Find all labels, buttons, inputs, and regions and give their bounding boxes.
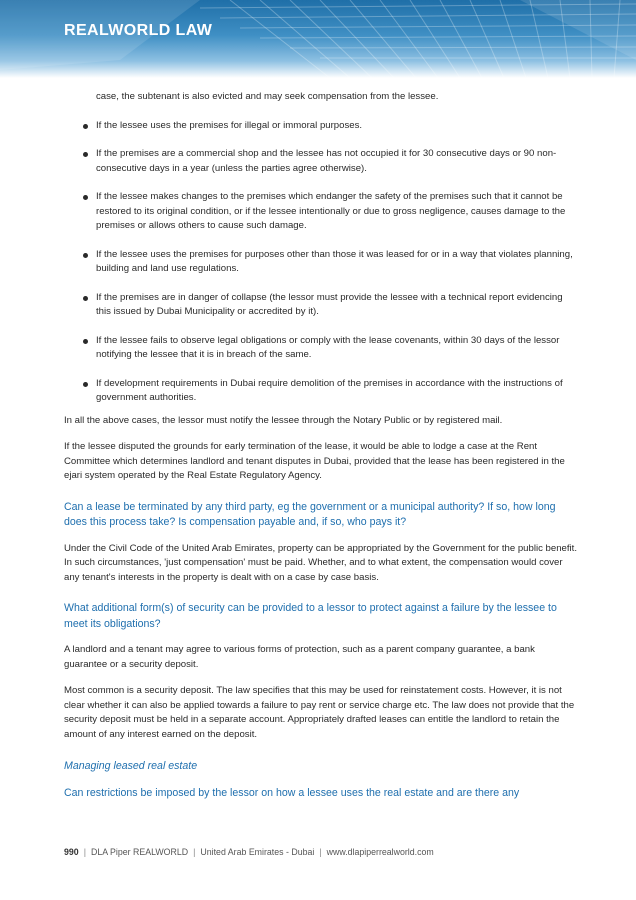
- list-item: [64, 147, 578, 176]
- termination-grounds-list: [64, 119, 578, 406]
- list-item: [64, 291, 578, 320]
- main-content: [64, 90, 578, 801]
- question-heading-restrictions: Can restrictions be imposed by the lessor on how a lessee uses the real estate and are there any: [64, 786, 520, 799]
- paragraph-dispute: If the lessee disputed the grounds for early termination of the lease, it would be able to lodge a case at the Rent Committee which determines landlord and tenant disputes in Dubai, provided that the lease has been registered in the ejari system operated by the Real Estate Regulatory Agency.: [64, 441, 565, 481]
- brand-title: REALWORLD LAW: [64, 22, 213, 39]
- bullet-icon: [83, 382, 88, 387]
- list-item-text: If the premises are a commercial shop and the lessee has not occupied it for 30 consecutive days or 90 non-consecutive days in a year (unless the parties agree otherwise).: [96, 148, 557, 174]
- bullet-icon: [83, 124, 88, 129]
- list-item-text: If the lessee uses the premises for purposes other than those it was leased for or in a way that violates planning, building and land use regulations.: [96, 248, 573, 274]
- footer-publisher: DLA Piper REALWORLD: [90, 847, 189, 857]
- list-item: [64, 248, 578, 277]
- answer-security-forms: A landlord and a tenant may agree to various forms of protection, such as a parent company guarantee, a bank guarantee or a security deposit.: [64, 644, 535, 670]
- answer-security-deposit: Most common is a security deposit. The law specifies that this may be used for reinstatement costs. However, it is not clear whether it can also be applied towards a failure to pay rent or service charge etc. The law does not provide that the security deposit must be held in a separate account. Appropriately drafted leases can entitle the landlord to retain the amount of any interest earned on the deposit.: [64, 685, 575, 740]
- footer-url-link[interactable]: www.dlapiperrealworld.com: [326, 847, 434, 857]
- section-subheading: Managing leased real estate: [64, 760, 198, 772]
- paragraph-notify: In all the above cases, the lessor must notify the lessee through the Notary Public or by registered mail.: [64, 414, 503, 426]
- list-item: [64, 119, 578, 134]
- list-item-text: If the lessee fails to observe legal obligations or comply with the lease covenants, within 30 days of the lessor notifying the lessee that it is in breach of the same.: [96, 334, 560, 360]
- bullet-icon: [83, 152, 88, 157]
- bullet-icon: [83, 253, 88, 258]
- bullet-icon: [83, 296, 88, 301]
- footer-jurisdiction: United Arab Emirates - Dubai: [200, 847, 315, 857]
- footer-separator: |: [319, 847, 322, 857]
- list-item: [64, 377, 578, 406]
- page-footer: [64, 847, 434, 857]
- page-header: [0, 0, 636, 78]
- footer-separator: |: [83, 847, 86, 857]
- question-heading-third-party: Can a lease be terminated by any third party, eg the government or a municipal authority? If so, how long does this process take? Is compensation payable and, if so, who pays it?: [64, 500, 556, 528]
- list-item-text: If development requirements in Dubai require demolition of the premises in accordance with the instructions of government authorities.: [96, 377, 563, 403]
- intro-line: case, the subtenant is also evicted and may seek compensation from the lessee.: [96, 91, 439, 102]
- answer-third-party: Under the Civil Code of the United Arab Emirates, property can be appropriated by the Government for the public benefit. In such circumstances, 'just compensation' must be paid. Whether, and to what extent, the compensation would cover any tenant's interests in the property is dealt with on a case by case basis.: [64, 542, 578, 583]
- bullet-icon: [83, 339, 88, 344]
- list-item: [64, 190, 578, 234]
- list-item-text: If the lessee uses the premises for illegal or immoral purposes.: [96, 119, 363, 131]
- list-item: [64, 334, 578, 363]
- question-heading-security: What additional form(s) of security can be provided to a lessor to protect against a failure by the lessee to meet its obligations?: [64, 602, 557, 630]
- list-item-text: If the lessee makes changes to the premises which endanger the safety of the premises such that it cannot be restored to its original condition, or if the lessee intentionally or due to gross negligence, causes damage to the premises or allows others to cause such damage.: [96, 191, 566, 231]
- bullet-icon: [83, 195, 88, 200]
- list-item-text: If the premises are in danger of collapse (the lessor must provide the lessee with a technical report evidencing this issued by Dubai Municipality or accredited by it).: [96, 291, 563, 317]
- footer-separator: |: [193, 847, 196, 857]
- page-number: 990: [64, 847, 79, 857]
